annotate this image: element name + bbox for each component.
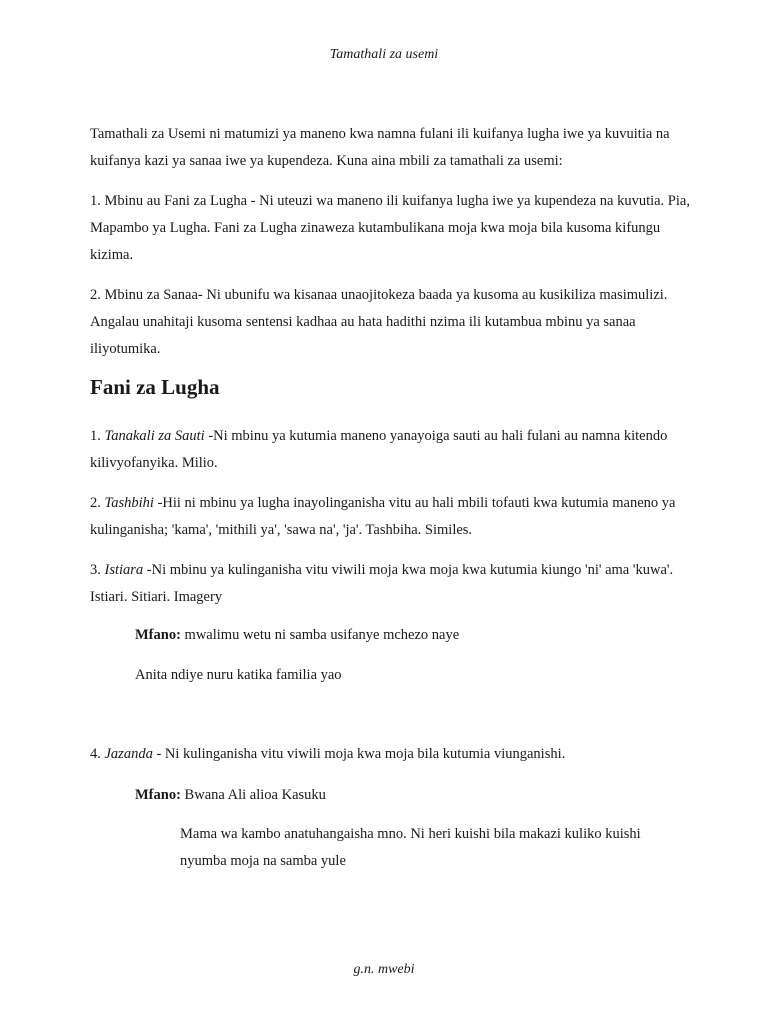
example-text: mwalimu wetu ni samba usifanye mchezo naye: [180, 627, 460, 643]
intro-paragraph: Tamathali za Usemi ni matumizi ya maneno kwa namna fulani ili kuifanya lugha iwe ya kuvuitia na kuifanya kazi ya sanaa iwe ya kupendeza. Kuna aina mbili za tamathali za usemi:: [90, 126, 670, 169]
item-number: 3.: [90, 562, 105, 578]
example-4-line-2: Mama wa kambo anatuhangaisha mno. Ni heri kuishi bila makazi kuliko kuishi nyumba moja na samba yule: [180, 826, 641, 869]
item-term: Tanakali za Sauti: [104, 428, 205, 444]
example-3-line-2: Anita ndiye nuru katika familia yao: [135, 667, 342, 683]
item-term: Istiara: [104, 562, 144, 578]
example-label: Mfano:: [135, 787, 181, 803]
item-description: -Ni mbinu ya kutumia maneno yanayoiga sauti au hali fulani au namna kitendo kilivyofanyika. Milio.: [90, 428, 668, 471]
item-1-paragraph: [90, 423, 690, 477]
example-4-line-1: [135, 782, 695, 809]
item-3-paragraph: [90, 557, 690, 611]
example-label: Mfano:: [135, 627, 181, 643]
page-header: Tamathali za usemi: [329, 47, 439, 62]
item-4-paragraph: [90, 741, 690, 768]
type-1-paragraph: 1. Mbinu au Fani za Lugha - Ni uteuzi wa maneno ili kuifanya lugha iwe ya kupendeza na kuvutia. Pia, Mapambo ya Lugha. Fani za Lugha zinaweza kutambulikana moja kwa moja bila kusoma kifungu kizima.: [90, 193, 690, 263]
type-2-paragraph: 2. Mbinu za Sanaa- Ni ubunifu wa kisanaa unaojitokeza baada ya kusoma au kusikiliza masimulizi. Angalau unahitaji kusoma sentensi kadhaa au hata hadithi nzima ili kutambua mbinu ya sanaa iliyotumika.: [90, 287, 668, 357]
item-number: 1.: [90, 428, 105, 444]
example-text: Bwana Ali alioa Kasuku: [180, 787, 326, 803]
page-footer: g.n. mwebi: [353, 962, 415, 977]
item-2-paragraph: [90, 490, 690, 544]
item-description: -Hii ni mbinu ya lugha inayolinganisha vitu au hali mbili tofauti kwa kutumia maneno ya kulinganisha; 'kama', 'mithili ya', 'sawa na', 'ja'. Tashbiha. Similes.: [90, 495, 676, 538]
item-number: 2.: [90, 495, 105, 511]
item-term: Jazanda: [104, 746, 153, 762]
item-term: Tashbihi: [104, 495, 154, 511]
item-description: -Ni mbinu ya kulinganisha vitu viwili moja kwa moja kwa kutumia kiungo 'ni' ama 'kuwa'. Istiari. Sitiari. Imagery: [90, 562, 674, 605]
example-3-line-1: [135, 622, 695, 649]
item-description: - Ni kulinganisha vitu viwili moja kwa moja bila kutumia viunganishi.: [152, 746, 566, 762]
item-number: 4.: [90, 746, 105, 762]
section-heading: Fani za Lugha: [90, 375, 220, 399]
